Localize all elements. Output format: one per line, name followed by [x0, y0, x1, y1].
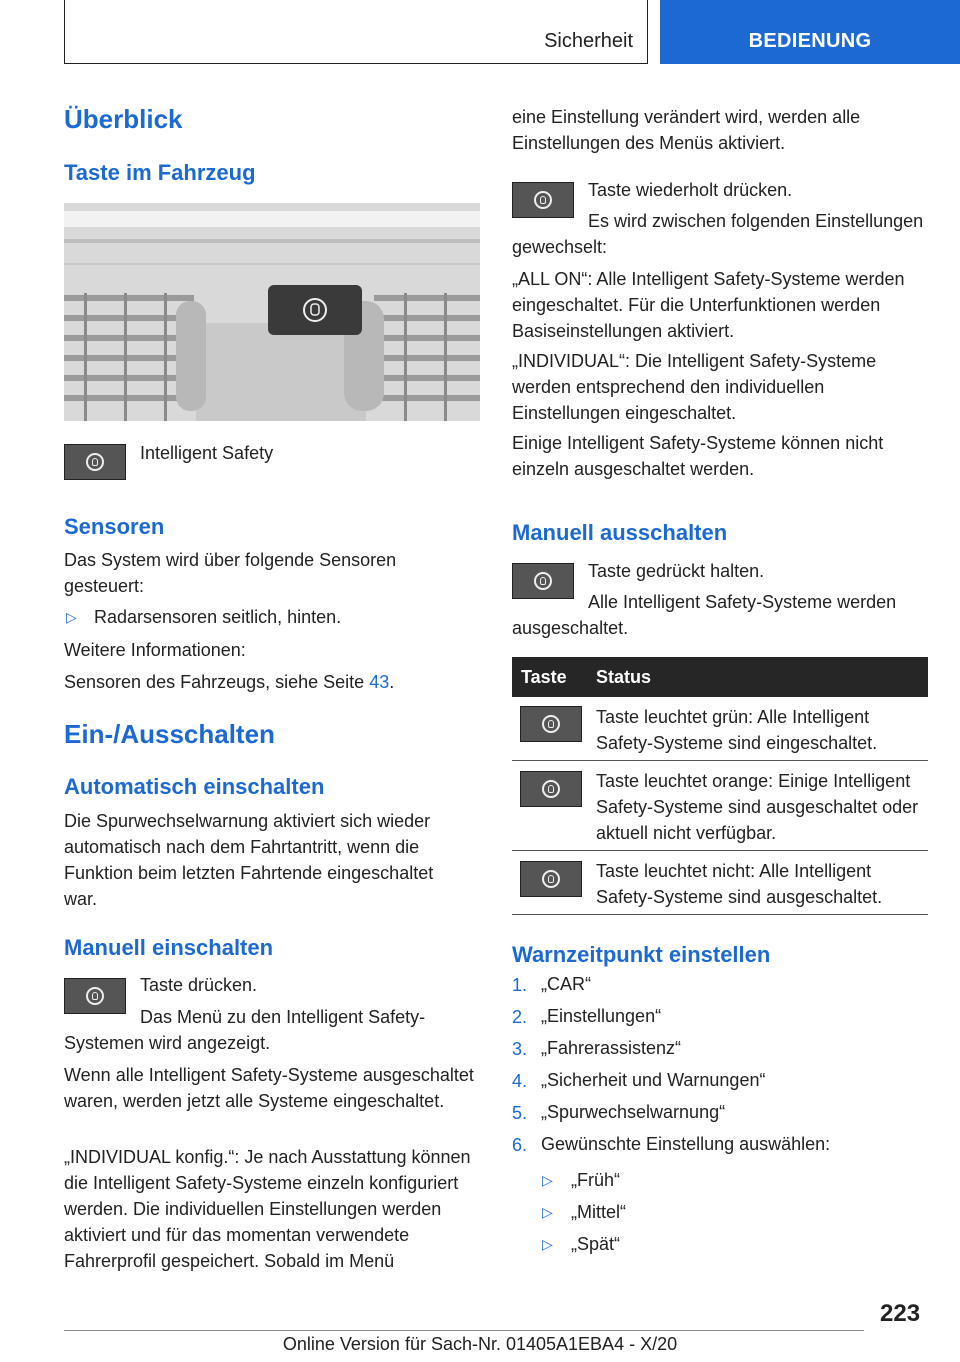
table-divider [512, 914, 928, 915]
dashboard-photo [64, 203, 480, 421]
header-chapter-box [660, 0, 960, 64]
all-on-text: „ALL ON“: Alle Intelligent Safety-Systeme werden eingeschaltet. Für die Unterfunktionen werden Basiseinstellungen aktiviert. [512, 269, 905, 341]
individual-config-text: „INDIVIDUAL konfig.“: Je nach Ausstattung können die Intelligent Safety-Systeme einzeln konfiguriert werden. Die individuellen Einstellungen werden aktiviert und für das momentan verwendete Fahrerprofil gespeichert. Sobald im Menü [64, 1147, 471, 1271]
table-divider [512, 760, 928, 761]
step-number: 4. [512, 1071, 528, 1091]
step-text: „Einstellungen“ [541, 1006, 662, 1026]
heading-auto-on: Automatisch einschalten [64, 774, 325, 799]
table-divider [512, 850, 928, 851]
heading-on-off: Ein-/Ausschalten [64, 719, 275, 749]
heading-warning-time: Warnzeitpunkt einstellen [512, 942, 771, 967]
table-col-status: Status [596, 667, 652, 687]
footer-divider [64, 1330, 864, 1331]
table-row-3-status: Taste leuchtet nicht: Alle Intelligent Safety-Systeme sind ausgeschaltet. [596, 861, 883, 907]
step-text: „CAR“ [541, 974, 591, 994]
table-col-taste: Taste [521, 667, 567, 687]
header-section: Sicherheit [544, 30, 633, 52]
sensors-bullet: Radarsensoren seitlich, hinten. [94, 607, 342, 627]
switch-text: Es wird zwischen folgenden Einstellungen gewechselt: [512, 211, 924, 257]
header-section-box [64, 0, 648, 64]
intelligent-safety-icon [534, 191, 552, 209]
step-number: 3. [512, 1039, 528, 1059]
more-info: Weitere Informationen: [64, 640, 246, 660]
step-number: 1. [512, 975, 528, 995]
all-off-result: Alle Intelligent Safety-Systeme werden ausgeschaltet. [512, 592, 897, 638]
table-row-3-button [520, 861, 582, 897]
all-off-text: Wenn alle Intelligent Safety-Systeme ausgeschaltet waren, werden jetzt alle Systeme eingeschaltet. [64, 1065, 474, 1111]
header-chapter: BEDIENUNG [748, 30, 872, 52]
intelligent-safety-icon [534, 572, 552, 590]
bullet-triangle-icon: ▷ [66, 609, 77, 625]
intelligent-safety-icon [86, 453, 104, 471]
page-number: 223 [880, 1300, 921, 1327]
bullet-triangle-icon: ▷ [542, 1204, 553, 1220]
step-text: „Fahrerassistenz“ [541, 1038, 682, 1058]
step-text: „Sicherheit und Warnungen“ [541, 1070, 766, 1090]
bullet-triangle-icon: ▷ [542, 1236, 553, 1252]
step-text: „Spurwechselwarnung“ [541, 1102, 726, 1122]
intelligent-safety-icon [542, 715, 560, 733]
auto-text: Die Spurwechselwarnung aktiviert sich wieder automatisch nach dem Fahrtantritt, wenn die Funktion beim letzten Fahrtende eingeschaltet war. [64, 811, 434, 909]
heading-button-in-vehicle: Taste im Fahrzeug [64, 160, 256, 185]
footer-text: Online Version für Sach-Nr. 01405A1EBA4 - X/20 [282, 1334, 678, 1354]
page-link-43[interactable]: 43 [369, 672, 390, 692]
table-row-2-button [520, 771, 582, 807]
hold-text: Taste gedrückt halten. [588, 561, 765, 581]
menu-shown-text: Das Menü zu den Intelligent Safety-Systemen wird angezeigt. [64, 1007, 426, 1053]
intelligent-safety-icon [542, 780, 560, 798]
intelligent-safety-label: Intelligent Safety [140, 443, 274, 463]
press-text: Taste drücken. [140, 975, 258, 995]
sensors-ref-text: Sensoren des Fahrzeugs, siehe Seite [64, 672, 365, 692]
continued-text: eine Einstellung verändert wird, werden alle Einstellungen des Menüs aktiviert. [512, 107, 861, 153]
press-again-text: Taste wiederholt drücken. [588, 180, 793, 200]
step-number: 2. [512, 1007, 528, 1027]
sensors-text: Das System wird über folgende Sensoren gesteuert: [64, 550, 397, 596]
step-number: 5. [512, 1103, 528, 1123]
table-row-1-status: Taste leuchtet grün: Alle Intelligent Safety-Systeme sind eingeschaltet. [596, 707, 878, 753]
heading-manual-off: Manuell ausschalten [512, 520, 728, 545]
status-table-header [512, 657, 928, 697]
option-text: „Früh“ [571, 1170, 620, 1190]
sensors-reference [64, 669, 394, 695]
some-cannot-text: Einige Intelligent Safety-Systeme können nicht einzeln ausgeschaltet werden. [512, 433, 884, 479]
sensors-ref-end: . [389, 672, 395, 692]
step-text: Gewünschte Einstellung auswählen: [541, 1134, 831, 1154]
intelligent-safety-icon [86, 987, 104, 1005]
intelligent-safety-button [64, 444, 126, 480]
heading-sensors: Sensoren [64, 514, 165, 539]
individual-mode-text: „INDIVIDUAL“: Die Intelligent Safety-Systeme werden entsprechend den individuellen Einstellungen eingeschaltet. [512, 351, 877, 423]
table-row-2-status: Taste leuchtet orange: Einige Intelligent Safety-Systeme sind ausgeschaltet oder aktuell nicht verfügbar. [596, 771, 919, 843]
bullet-triangle-icon: ▷ [542, 1172, 553, 1188]
option-text: „Spät“ [571, 1234, 621, 1254]
heading-overview: Überblick [64, 104, 183, 134]
step-number: 6. [512, 1135, 528, 1155]
intelligent-safety-icon [542, 870, 560, 888]
option-text: „Mittel“ [571, 1202, 626, 1222]
table-row-1-button [520, 706, 582, 742]
heading-manual-on: Manuell einschalten [64, 935, 274, 960]
